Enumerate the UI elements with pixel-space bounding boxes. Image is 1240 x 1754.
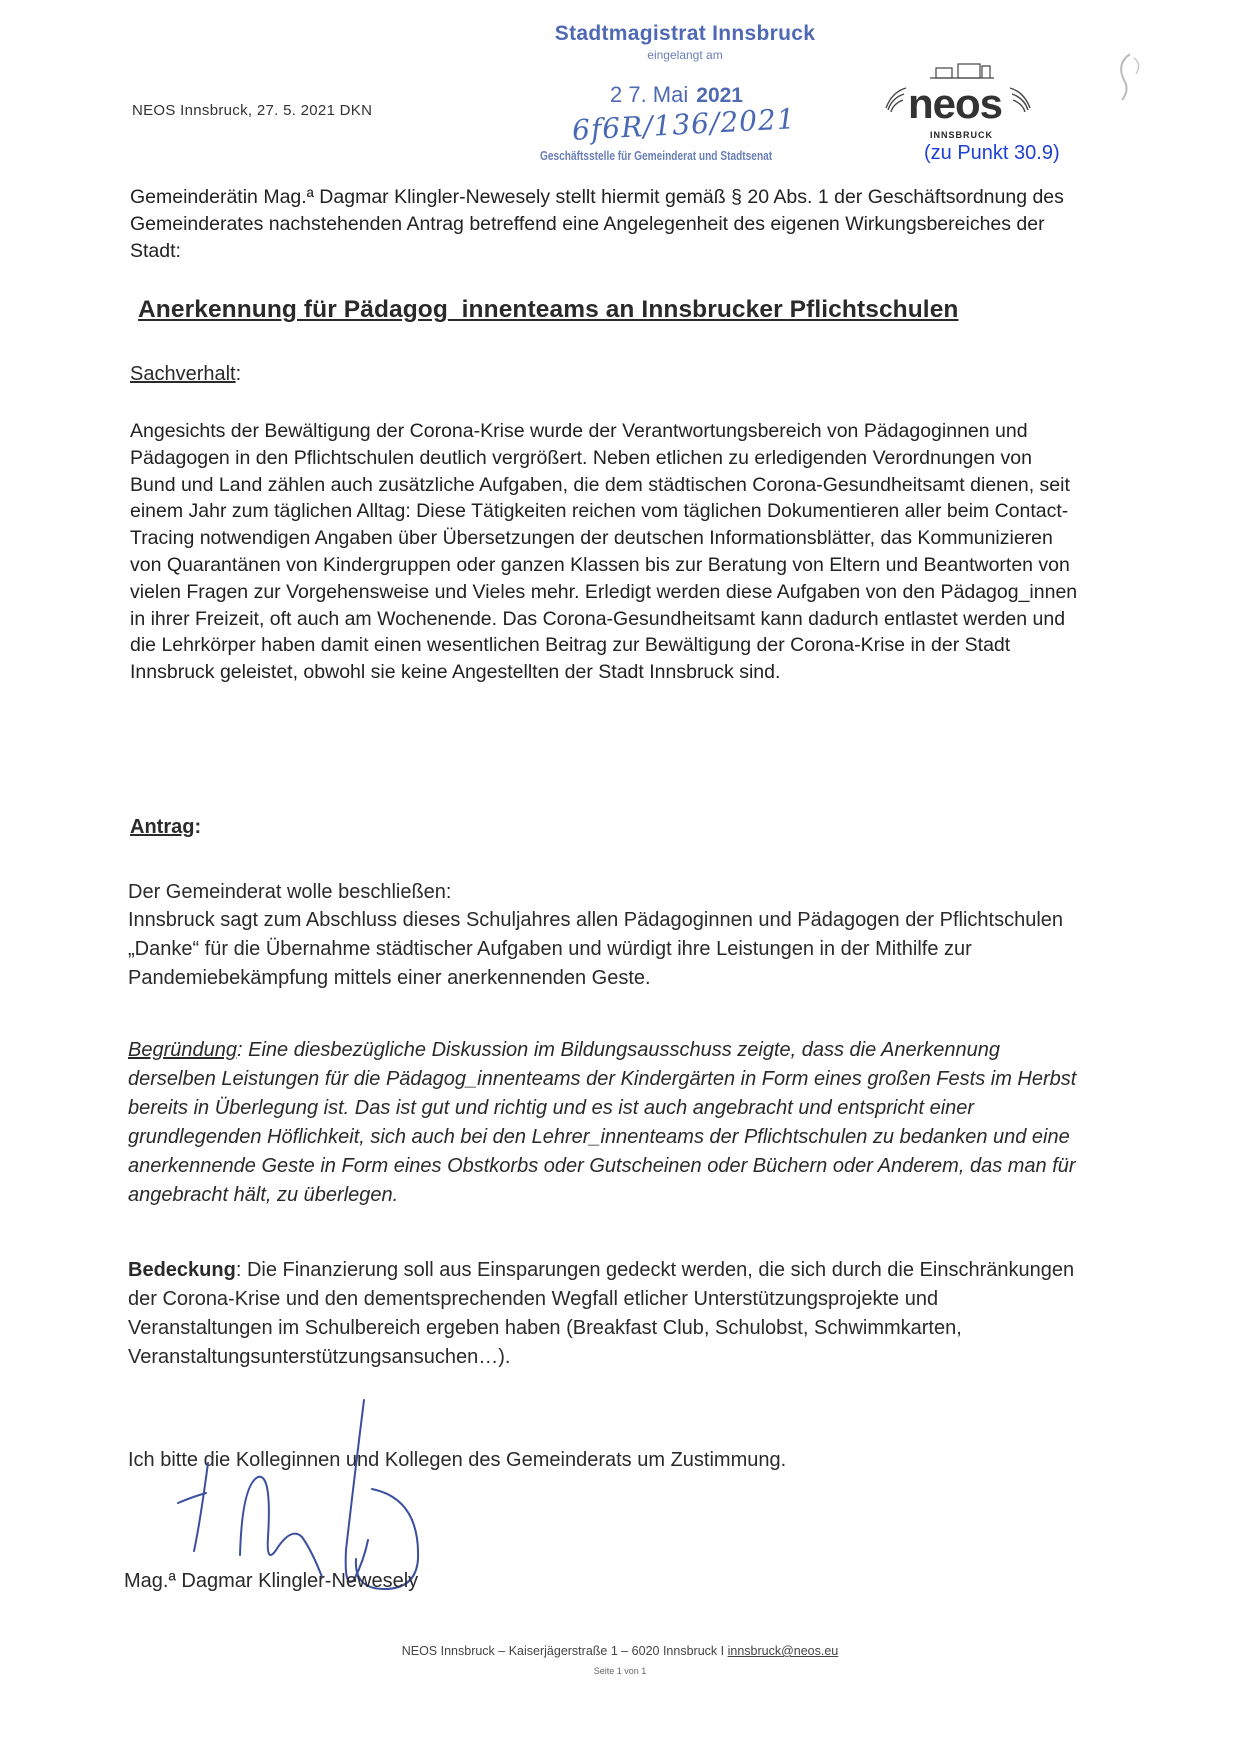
corner-mark-icon [1100, 44, 1160, 114]
antrag-heading: Antrag: [130, 816, 202, 838]
stamp-title: Stadtmagistrat Innsbruck [554, 22, 816, 45]
logo-city: INNSBRUCK [930, 130, 993, 140]
bedeckung-text: Die Finanzierung soll aus Einsparungen gedeckt werden, die sich durch die Einschränkungen der Corona-Krise und den dementsprechenden Wegfall etlicher Unterstützungsprojekte und Veranstaltungen im Schulbereich ergeben haben (Breakfast Club, Schulobst, Schwimmkarten, Veranstaltungsunterstützungsansuchen…). [128, 1259, 1075, 1368]
signatory-name: Mag.ª Dagmar Klingler-Newesely [124, 1570, 419, 1592]
begruendung-text: Eine diesbezügliche Diskussion im Bildungsausschuss zeigte, dass die Anerkennung derselben Leistungen für die Pädagog_innenteams der Kindergärten in Form eines großen Fests im Herbst bereits in Überlegung ist. Das ist gut und richtig und es ist auch angebracht und entspricht einer grundlegenden Höflichkeit, sich auch bei den Lehrer_innenteams der Pflichtschulen zu bedanken und eine anerkennende Geste in Form eines Obstkorbs oder Gutscheinen oder Büchern oder Anderem, das man für angebracht hält, zu überlegen. [128, 1039, 1077, 1206]
stamp-office: Geschäftsstelle für Gemeinderat und Stadtsenat [540, 148, 773, 163]
bedeckung-label: Bedeckung [128, 1259, 236, 1281]
stamp-day-month: 2 7. Mai [610, 82, 689, 107]
neos-logo [878, 58, 1038, 138]
stamp-date [610, 82, 743, 108]
sachverhalt-heading: Sachverhalt: [130, 363, 242, 385]
sender-line: NEOS Innsbruck, 27. 5. 2021 DKN [132, 102, 373, 119]
page-number: Seite 1 von 1 [593, 1666, 647, 1676]
page-title: Anerkennung für Pädagog_innenteams an Innsbrucker Pflichtschulen [138, 296, 959, 323]
logo-word: neos [908, 80, 1003, 127]
sachverhalt-text: Angesichts der Bewältigung der Corona-Krise wurde der Verantwortungsbereich von Pädagoginnen und Pädagogen in den Pflichtschulen deutlich vergrößert. Neben etlichen zu erledigenden Verordnungen von Bund und Land zählen auch zusätzliche Aufgaben, die dem städtischen Corona-Gesundheitsamt dienen, seit einem Jahr zum täglichen Alltag: Diese Tätigkeiten reichen vom täglichen Dokumentieren aller beim Contact-Tracing notwendigen Angaben über Übersetzungen der deutschen Informationsblätter, das Kommunizieren von Quarantänen von Kindergruppen oder ganzen Klassen bis zur Beratung von Eltern und Beantworten von vielen Fragen zur Vorgehensweise und Vieles mehr. Erledigt werden diese Aufgaben von den Pädagog_innen in ihrer Freizeit, oft auch am Wochenende. Das Corona-Gesundheitsamt kann dadurch entlastet werden und die Lehrkörper haben damit einen wesentlichen Beitrag zur Bewältigung der Corona-Krise in der Stadt Innsbruck geleistet, obwohl sie keine Angestellten der Stadt Innsbruck sind. [130, 420, 1078, 684]
footer-email[interactable]: innsbruck@neos.eu [727, 1644, 839, 1658]
begruendung-paragraph: Begründung: Eine diesbezügliche Diskussion im Bildungsausschuss zeigte, dass die Anerkennung derselben Leistungen für die Pädagog_innenteams der Kindergärten in Form eines großen Fests im Herbst bereits in Überlegung ist. Das ist gut und richtig und es ist auch angebracht und entspricht einer grundlegenden Höflichkeit, sich auch bei den Lehrer_innenteams der Pflichtschulen zu bedanken und eine anerkennende Geste in Form eines Obstkorbs oder Gutscheinen oder Büchern oder Anderem, das man für angebracht hält, zu überlegen. [128, 1039, 1077, 1206]
footer-address [0, 1644, 1240, 1658]
intro-paragraph: Gemeinderätin Mag.ª Dagmar Klingler-Newesely stellt hiermit gemäß § 20 Abs. 1 der Geschäftsordnung des Gemeinderates nachstehenden Antrag betreffend eine Angelegenheit des eigenen Wirkungsbereiches der Stadt: [130, 186, 1064, 262]
bedeckung-paragraph: Bedeckung: Die Finanzierung soll aus Einsparungen gedeckt werden, die sich durch die Einschränkungen der Corona-Krise und den dementsprechenden Wegfall etlicher Unterstützungsprojekte und Veranstaltungen im Schulbereich ergeben haben (Breakfast Club, Schulobst, Schwimmkarten, Veranstaltungsunterstützungsansuchen…). [128, 1259, 1075, 1368]
stamp-reference-number: 6f6R/136/2021 [571, 102, 797, 147]
antrag-label: Antrag [130, 816, 195, 838]
antrag-text: Innsbruck sagt zum Abschluss dieses Schuljahres allen Pädagoginnen und Pädagogen der Pflichtschulen „Danke“ für die Übernahme städtischer Aufgaben und würdigt ihre Leistungen in der Mithilfe zur Pandemiebekämpfung mittels einer anerkennenden Geste. [128, 909, 1064, 989]
stamp-received-label: eingelangt am [647, 48, 723, 62]
footer-address-text: NEOS Innsbruck – Kaiserjägerstraße 1 – 6020 Innsbruck I [401, 1644, 725, 1658]
sachverhalt-label: Sachverhalt [130, 363, 236, 385]
receipt-stamp [520, 22, 850, 163]
agenda-reference: (zu Punkt 30.9) [924, 142, 1060, 164]
begruendung-label: Begründung [128, 1039, 237, 1061]
stamp-year: 2021 [696, 84, 743, 107]
antrag-intro: Der Gemeinderat wolle beschließen: [128, 881, 452, 903]
closing-sentence: Ich bitte die Kolleginnen und Kollegen des Gemeinderats um Zustimmung. [128, 1449, 787, 1471]
